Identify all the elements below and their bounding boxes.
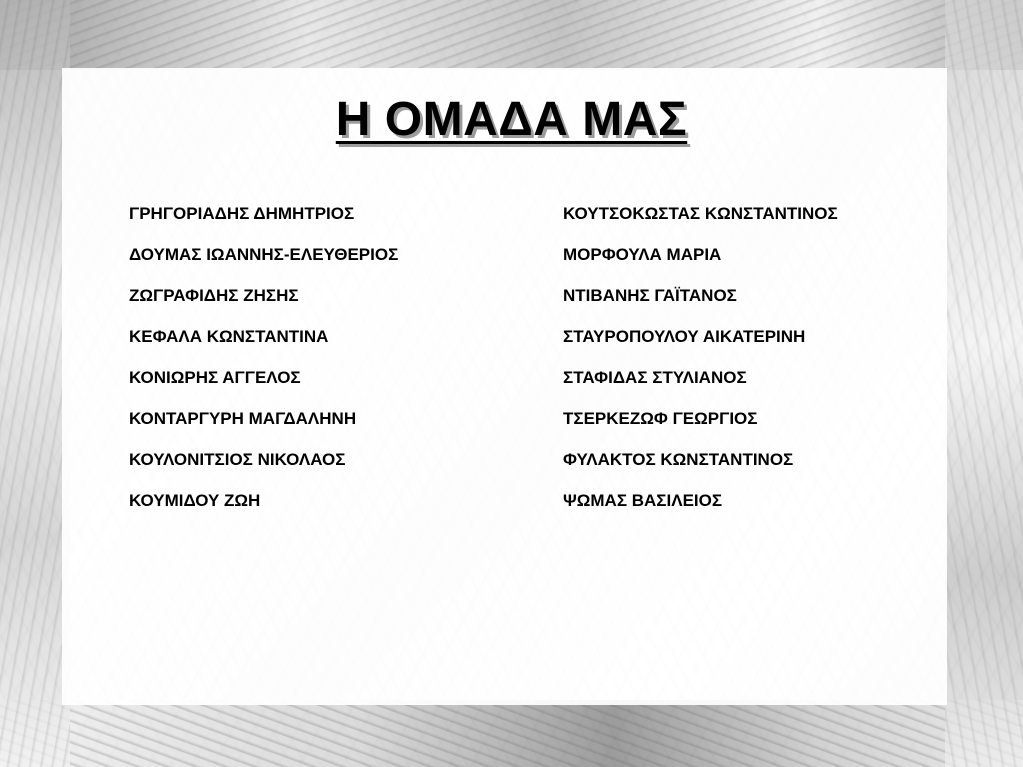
team-member-name: ΖΩΓΡΑΦΙΔΗΣ ΖΗΣΗΣ [129, 286, 299, 305]
team-member-name: ΚΕΦΑΛΑ ΚΩΝΣΤΑΝΤΙΝΑ [129, 327, 329, 346]
team-member-name: ΚΟΥΜΙΔΟΥ ΖΩΗ [129, 491, 261, 510]
team-list-left [129, 204, 398, 532]
feather-background-bottom [0, 700, 1023, 767]
team-member-name: ΚΟΥΤΣΟΚΩΣΤΑΣ ΚΩΝΣΤΑΝΤΙΝΟΣ [563, 204, 838, 223]
team-member-name: ΣΤΑΦΙΔΑΣ ΣΤΥΛΙΑΝΟΣ [563, 368, 747, 387]
team-member-name: ΓΡΗΓΟΡΙΑΔΗΣ ΔΗΜΗΤΡΙΟΣ [129, 204, 355, 223]
team-member-name: ΚΟΝΙΩΡΗΣ ΑΓΓΕΛΟΣ [129, 368, 301, 387]
team-member-name: ΚΟΥΛΟΝΙΤΣΙΟΣ ΝΙΚΟΛΑΟΣ [129, 450, 346, 469]
team-member-name: ΚΟΝΤΑΡΓΥΡΗ ΜΑΓΔΑΛΗΝΗ [129, 409, 357, 428]
feather-background-top [0, 0, 1023, 70]
team-member-name: ΣΤΑΥΡΟΠΟΥΛΟΥ ΑΙΚΑΤΕΡΙΝΗ [563, 327, 806, 346]
slide-title: Η ΟΜΑΔΑ ΜΑΣ [335, 93, 688, 146]
team-member-name: ΤΣΕΡΚΕΖΩΦ ΓΕΩΡΓΙΟΣ [563, 409, 758, 428]
team-member-name: ΝΤΙΒΑΝΗΣ ΓΑΪΤΑΝΟΣ [563, 286, 737, 305]
team-member-name: ΔΟΥΜΑΣ ΙΩΑΝΝΗΣ-ΕΛΕΥΘΕΡΙΟΣ [129, 245, 399, 264]
team-member-name: ΨΩΜΑΣ ΒΑΣΙΛΕΙΟΣ [563, 491, 723, 510]
team-list-right [563, 204, 838, 532]
team-member-name: ΜΟΡΦΟΥΛΑ ΜΑΡΙΑ [563, 245, 722, 264]
team-member-name: ΦΥΛΑΚΤΟΣ ΚΩΝΣΤΑΝΤΙΝΟΣ [563, 450, 794, 469]
